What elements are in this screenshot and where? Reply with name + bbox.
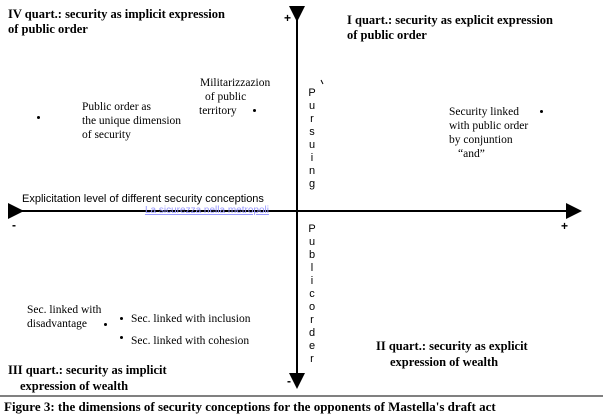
quadrant-ii-label-line2: expression of wealth (390, 355, 499, 369)
security-linked-point (540, 110, 543, 113)
militarizzazione-point (253, 109, 256, 112)
public-order-label-line1: Public order as (82, 101, 151, 113)
quadrant-iv-label-line1: IV quart.: security as implicit expression (8, 7, 225, 21)
cohesion-point (120, 336, 123, 339)
disadvantage-point (104, 323, 107, 326)
vertical-label-upper-letter: u (308, 100, 316, 112)
inclusion-label: Sec. linked with inclusion (131, 313, 251, 325)
vertical-label-lower-letter: P (308, 223, 316, 235)
public-order-label-line2: the unique dimension (82, 115, 182, 127)
quadrant-i-label-line2: of public order (347, 28, 427, 42)
vertical-label-lower-letter: l (310, 262, 314, 274)
quadrant-iv-label-line2: of public order (8, 22, 88, 36)
vertical-label-lower-letter: i (310, 275, 314, 287)
right-plus-sign: + (561, 219, 569, 233)
figure-caption: Figure 3: the dimensions of security conceptions for the opponents of Mastella's draft act (4, 399, 496, 414)
public-order-point (37, 116, 40, 119)
vertical-label-lower-letter: u (308, 236, 316, 248)
militarizzazione-label-line3: territory (199, 105, 237, 117)
vertical-label-upper-letter: P (308, 87, 316, 99)
vertical-label-lower-letter: r (310, 314, 314, 326)
vertical-label-lower-letter: d (308, 327, 316, 339)
vertical-label-lower-letter: c (309, 288, 315, 300)
quadrant-i-label-line1: I quart.: security as explicit expression (347, 13, 554, 27)
quadrant-iii-label-line2: expression of wealth (20, 379, 129, 393)
quadrant-iii-label-line1: III quart.: security as implicit (8, 363, 167, 377)
security-linked-label-line2: with public order (449, 120, 529, 132)
vertical-label-upper-letter: n (308, 165, 316, 177)
top-plus-sign: + (284, 11, 292, 25)
vertical-label-upper-letter: g (308, 178, 316, 190)
bottom-minus-sign: - (287, 374, 291, 388)
tick-mark (321, 80, 323, 84)
vertical-label-lower-letter: b (308, 249, 316, 261)
militarizzazione-label-line2: of public (205, 91, 247, 103)
vertical-label-lower-letter: o (308, 301, 316, 313)
vertical-label-upper-letter: s (309, 126, 315, 138)
militarizzazione-label-line1: Militarizzazion (200, 77, 271, 89)
security-linked-label-line1: Security linked (449, 106, 519, 118)
vertical-label-lower-letter: r (310, 353, 314, 365)
left-minus-sign: - (12, 218, 16, 232)
vertical-label-upper-letter: r (310, 113, 314, 125)
vertical-label-upper-letter: i (310, 152, 314, 164)
inclusion-point (120, 317, 123, 320)
quadrant-ii-label-line1: II quart.: security as explicit (376, 339, 528, 353)
disadvantage-label-line2: disadvantage (27, 318, 88, 330)
cohesion-label: Sec. linked with cohesion (131, 335, 250, 347)
horizontal-axis-label: Explicitation level of different security conceptions (22, 193, 264, 205)
vertical-label-upper-letter: u (308, 139, 316, 151)
security-linked-label-line4: “and” (458, 148, 485, 160)
watermark-link[interactable]: La sicurezza nella metropoli (145, 205, 269, 216)
security-linked-label-line3: by conjuntion (449, 134, 513, 146)
disadvantage-label-line1: Sec. linked with (27, 304, 102, 316)
vertical-label-lower-letter: e (308, 340, 316, 352)
public-order-label-line3: of security (82, 129, 131, 141)
